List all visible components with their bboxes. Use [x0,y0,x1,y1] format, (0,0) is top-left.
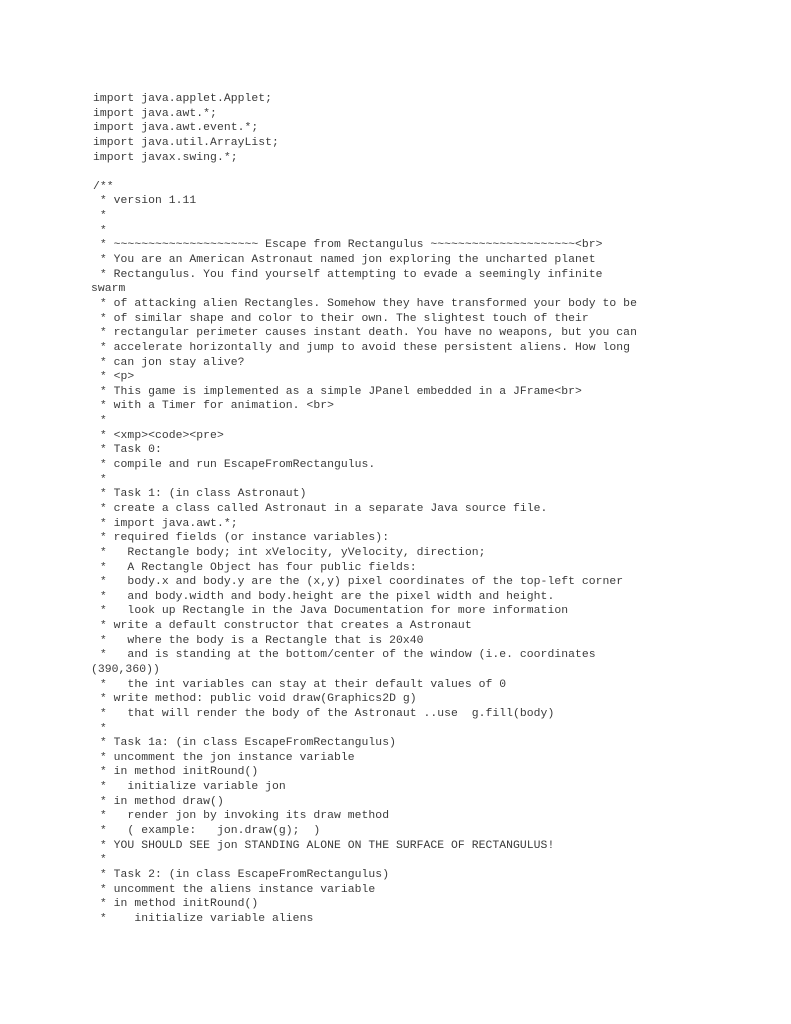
code-line: * that will render the body of the Astronaut ..use g.fill(body) [93,707,555,720]
code-line: * in method draw() [93,795,224,808]
code-line: * [93,415,107,428]
code-line: * initialize variable aliens [93,912,314,925]
code-line: import java.awt.event.*; [93,122,259,135]
code-line: * Task 1: (in class Astronaut) [93,488,307,501]
code-line: /** [93,180,114,193]
code-line: * You are an American Astronaut named jon exploring the uncharted planet [93,254,596,267]
code-line: * where the body is a Rectangle that is 20x40 [93,634,424,647]
code-line: * Rectangle body; int xVelocity, yVelocity, direction; [93,546,486,559]
code-line: * write method: public void draw(Graphics2D g) [93,693,417,706]
code-line: * body.x and body.y are the (x,y) pixel coordinates of the top-left corner [93,576,624,589]
code-line: * A Rectangle Object has four public fields: [93,561,417,574]
code-line: * Task 1a: (in class EscapeFromRectangulus) [93,737,396,750]
code-line: import javax.swing.*; [93,151,238,164]
code-line: * compile and run EscapeFromRectangulus. [93,459,376,472]
code-line: * initialize variable jon [93,781,286,794]
code-line: * and is standing at the bottom/center of the window (i.e. coordinates [93,649,596,662]
code-line: * look up Rectangle in the Java Documentation for more information [93,605,569,618]
code-line: * [93,224,107,237]
code-line: * in method initRound() [93,766,259,779]
code-line: import java.applet.Applet; [93,93,273,105]
code-line: import java.awt.*; [93,107,217,120]
code-line-wrapped: (390,360)) [91,663,160,676]
code-document [93,92,773,927]
code-line: * in method initRound() [93,898,259,911]
code-line: * and body.width and body.height are the pixel width and height. [93,590,555,603]
code-line: * <xmp><code><pre> [93,429,224,442]
code-line: * [93,722,107,735]
code-line: * required fields (or instance variables): [93,532,390,545]
code-line: import java.util.ArrayList; [93,136,279,149]
code-line: * uncomment the aliens instance variable [93,883,376,896]
code-line: * of attacking alien Rectangles. Somehow they have transformed your body to be [93,297,637,310]
code-line: * Task 2: (in class EscapeFromRectangulus) [93,868,390,881]
code-line-wrapped: swarm [91,283,126,296]
code-line: * the int variables can stay at their default values of 0 [93,678,507,691]
code-line: * Task 0: [93,444,162,457]
code-line: * [93,473,107,486]
code-line: * can jon stay alive? [93,356,245,369]
code-line: * render jon by invoking its draw method [93,810,390,823]
code-line: * with a Timer for animation. <br> [93,400,334,413]
code-line: * rectangular perimeter causes instant death. You have no weapons, but you can [93,327,637,340]
code-line: * This game is implemented as a simple JPanel embedded in a JFrame<br> [93,385,582,398]
code-line: * [93,854,107,867]
code-line: * [93,210,107,223]
code-line: * write a default constructor that creates a Astronaut [93,620,472,633]
code-line: * <p> [93,371,135,384]
code-line: * uncomment the jon instance variable [93,751,355,764]
code-line [93,165,773,180]
code-line: * ( example: jon.draw(g); ) [93,825,321,838]
code-line: * create a class called Astronaut in a separate Java source file. [93,502,548,515]
code-line: * import java.awt.*; [93,517,238,530]
code-line: * accelerate horizontally and jump to avoid these persistent aliens. How long [93,341,631,354]
code-line: * of similar shape and color to their own. The slightest touch of their [93,312,589,325]
code-line: * YOU SHOULD SEE jon STANDING ALONE ON THE SURFACE OF RECTANGULUS! [93,839,555,852]
code-line: * Rectangulus. You find yourself attempting to evade a seemingly infinite [93,268,603,281]
code-line: * version 1.11 [93,195,197,208]
code-line: * ~~~~~~~~~~~~~~~~~~~~~ Escape from Rectangulus ~~~~~~~~~~~~~~~~~~~~~<br> [93,239,603,252]
